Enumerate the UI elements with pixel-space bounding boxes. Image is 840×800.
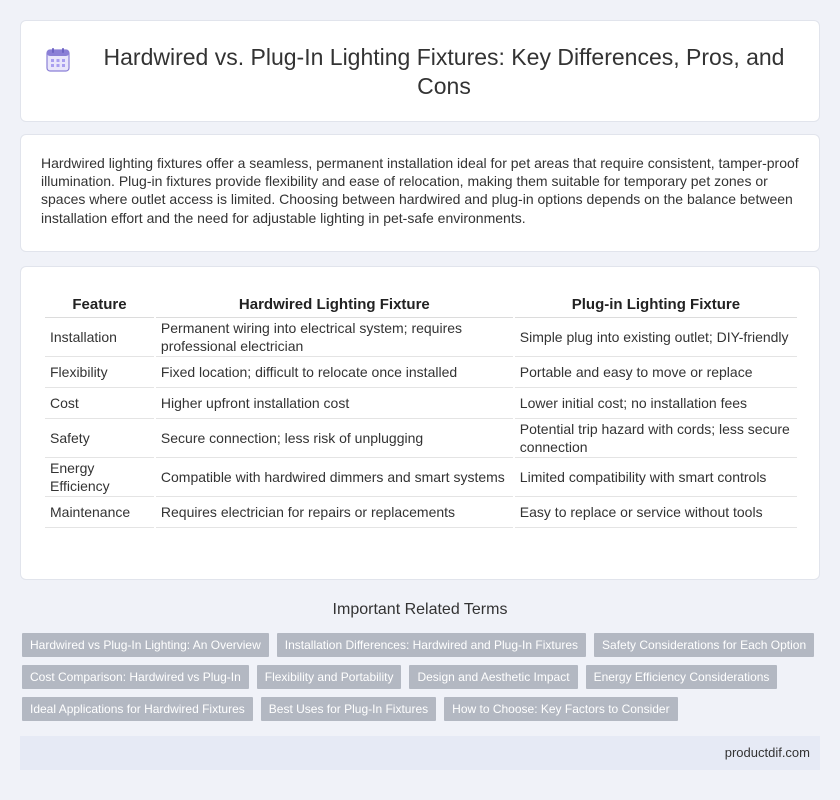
page-title: Hardwired vs. Plug-In Lighting Fixtures: Key Differences, Pros, and Cons <box>103 44 785 99</box>
plugin-cell: Potential trip hazard with cords; less secure connection <box>515 419 797 458</box>
column-header-plugin: Plug-in Lighting Fixture <box>515 293 797 318</box>
plugin-cell: Lower initial cost; no installation fees <box>515 388 797 419</box>
plugin-cell: Easy to replace or service without tools <box>515 497 797 528</box>
intro-paragraph: Hardwired lighting fixtures offer a seamless, permanent installation ideal for pet areas that require consistent, tamper-proof illumination. Plug-in fixtures provide flexibility and ease of relocation, making them suitable for temporary pet zones or spaces where outlet access is limited. Choosing between hardwired and plug-in options depends on the balance between installation effort and the need for adjustable lighting in pet-safe environments. <box>41 155 799 226</box>
table-row <box>45 318 797 357</box>
header-card <box>20 20 820 122</box>
calendar-icon <box>45 47 71 73</box>
related-term-tag[interactable]: Safety Considerations for Each Option <box>594 633 814 657</box>
related-terms-heading: Important Related Terms <box>332 601 508 618</box>
feature-cell: Installation <box>45 318 154 357</box>
related-term-tag[interactable]: How to Choose: Key Factors to Consider <box>444 697 677 721</box>
footer-site-link[interactable]: productdif.com <box>724 745 810 760</box>
related-term-tag[interactable]: Cost Comparison: Hardwired vs Plug-In <box>22 665 249 689</box>
hardwired-cell: Permanent wiring into electrical system; requires professional electrician <box>156 318 513 357</box>
hardwired-cell: Secure connection; less risk of unplugging <box>156 419 513 458</box>
related-term-tag[interactable]: Flexibility and Portability <box>257 665 402 689</box>
table-header-row <box>45 293 797 318</box>
related-term-tag[interactable]: Best Uses for Plug-In Fixtures <box>261 697 436 721</box>
footer <box>20 736 820 770</box>
hardwired-cell: Fixed location; difficult to relocate once installed <box>156 357 513 388</box>
intro-card <box>20 134 820 252</box>
feature-cell: Cost <box>45 388 154 419</box>
related-term-tag[interactable]: Ideal Applications for Hardwired Fixtures <box>22 697 253 721</box>
related-terms-list <box>22 633 822 721</box>
feature-cell: Safety <box>45 419 154 458</box>
feature-cell: Energy Efficiency <box>45 458 154 497</box>
related-term-tag[interactable]: Hardwired vs Plug-In Lighting: An Overview <box>22 633 269 657</box>
comparison-table-card <box>20 266 820 580</box>
table-row <box>45 357 797 388</box>
table-row <box>45 497 797 528</box>
related-term-tag[interactable]: Installation Differences: Hardwired and Plug-In Fixtures <box>277 633 586 657</box>
table-row <box>45 419 797 458</box>
comparison-table <box>43 293 799 528</box>
column-header-feature: Feature <box>45 293 154 318</box>
related-term-tag[interactable]: Design and Aesthetic Impact <box>409 665 577 689</box>
column-header-hardwired: Hardwired Lighting Fixture <box>156 293 513 318</box>
related-term-tag[interactable]: Energy Efficiency Considerations <box>586 665 778 689</box>
feature-cell: Maintenance <box>45 497 154 528</box>
hardwired-cell: Requires electrician for repairs or replacements <box>156 497 513 528</box>
hardwired-cell: Compatible with hardwired dimmers and smart systems <box>156 458 513 497</box>
hardwired-cell: Higher upfront installation cost <box>156 388 513 419</box>
table-row <box>45 458 797 497</box>
plugin-cell: Portable and easy to move or replace <box>515 357 797 388</box>
plugin-cell: Limited compatibility with smart controls <box>515 458 797 497</box>
table-row <box>45 388 797 419</box>
feature-cell: Flexibility <box>45 357 154 388</box>
plugin-cell: Simple plug into existing outlet; DIY-friendly <box>515 318 797 357</box>
